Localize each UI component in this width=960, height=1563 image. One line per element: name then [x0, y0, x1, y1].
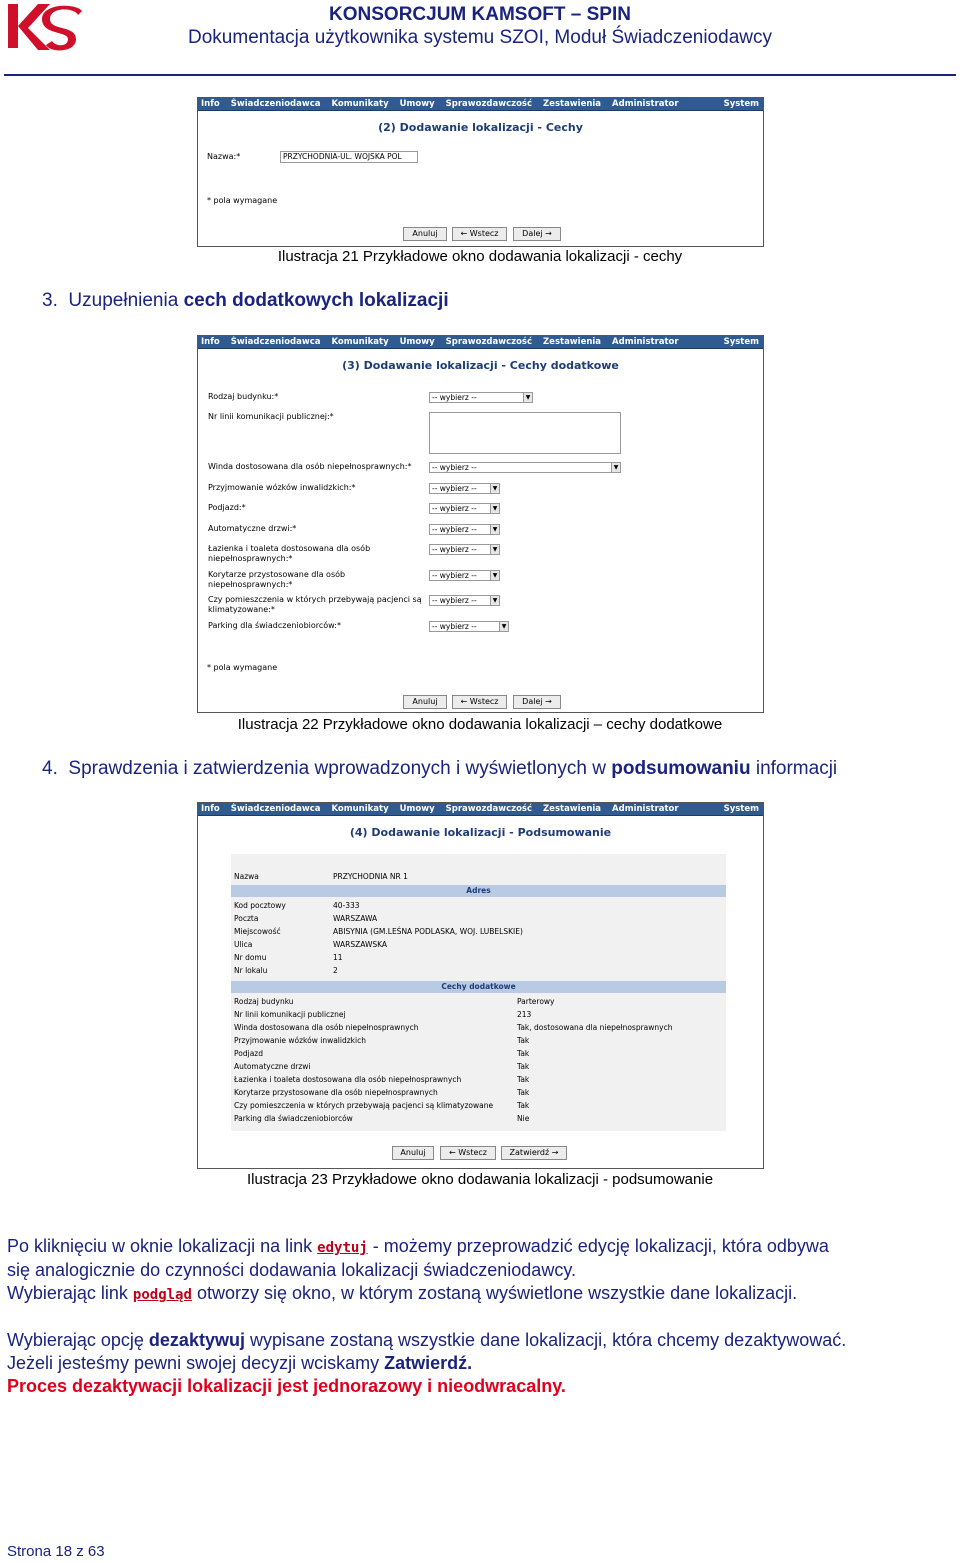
header-divider: [4, 74, 956, 76]
paragraph-confirm: [7, 1353, 472, 1374]
select-lazienka[interactable]: [429, 544, 500, 555]
table-row: [231, 1099, 726, 1112]
select-value: -- wybierz --: [432, 463, 477, 472]
select-value: -- wybierz --: [432, 571, 477, 580]
header-doc-title: Dokumentacja użytkownika systemu SZOI, Moduł Świadczeniodawcy: [188, 27, 772, 48]
menu-umowy[interactable]: Umowy: [399, 804, 435, 814]
screenshot-podsumowanie: [197, 802, 764, 1169]
menu-zestawienia[interactable]: Zestawienia: [543, 99, 602, 109]
field-label: Automatyczne drzwi:*: [208, 524, 297, 533]
row-key: Parking dla świadczeniobiorców: [234, 1114, 353, 1123]
section-4-heading: [42, 758, 837, 780]
menu-info[interactable]: Info: [201, 804, 220, 814]
text: wypisane zostaną wszystkie dane lokalizacji, która chcemy dezaktywować.: [249, 1330, 847, 1350]
table-row: [231, 912, 726, 925]
paragraph-preview: [7, 1283, 797, 1304]
bold-text: Zatwierdź.: [384, 1353, 473, 1373]
warning-text: Proces dezaktywacji lokalizacji jest jednorazowy i nieodwracalny.: [7, 1376, 566, 1396]
paragraph-edit-cont: się analogicznie do czynności dodawania lokalizacji świadczeniodawcy.: [7, 1260, 576, 1280]
row-key: Nr domu: [234, 953, 267, 962]
select-klimatyzacja[interactable]: [429, 595, 500, 606]
table-row: [231, 1073, 726, 1086]
menu-sprawozdawczosc[interactable]: Sprawozdawczość: [445, 99, 533, 109]
section-tail: informacji: [755, 758, 838, 779]
table-row: [231, 1047, 726, 1060]
select-drzwi[interactable]: [429, 524, 500, 535]
menu-komunikaty[interactable]: Komunikaty: [331, 337, 389, 347]
select-wozki[interactable]: [429, 483, 500, 494]
menu-info[interactable]: Info: [201, 337, 220, 347]
section-number: 4.: [42, 758, 58, 779]
section-bold: podsumowaniu: [611, 758, 751, 779]
select-korytarze[interactable]: [429, 570, 500, 581]
back-button[interactable]: ← Wstecz: [452, 695, 507, 709]
header-company: KONSORCJUM KAMSOFT – SPIN: [329, 4, 631, 25]
field-label: Podjazd:*: [208, 503, 246, 512]
menu-zestawienia[interactable]: Zestawienia: [543, 337, 602, 347]
field-label: Czy pomieszczenia w których przebywają pacjenci są klimatyzowane:*: [208, 595, 422, 614]
row-key: Poczta: [234, 914, 259, 923]
preview-link[interactable]: podgląd: [132, 1287, 192, 1303]
table-row: [231, 899, 726, 912]
text: Jeżeli jesteśmy pewni swojej decyzji wciskamy: [7, 1353, 380, 1373]
field-label: Przyjmowanie wózków inwalidzkich:*: [208, 483, 356, 492]
menu-bar: [198, 98, 763, 111]
row-key: Winda dostosowana dla osób niepełnosprawnych: [234, 1023, 419, 1032]
summary-table: [231, 854, 726, 1131]
row-value: WARSZAWSKA: [333, 940, 388, 949]
menu-system[interactable]: System: [723, 99, 759, 109]
row-key: Korytarze przystosowane dla osób niepełnosprawnych: [234, 1088, 438, 1097]
section-text: Uzupełnienia: [68, 290, 179, 311]
name-label: Nazwa:*: [207, 152, 241, 161]
text: - możemy przeprowadzić edycję lokalizacji, która odbywa: [372, 1236, 829, 1256]
field-label: Nr linii komunikacji publicznej:*: [208, 412, 334, 421]
field-label: Parking dla świadczeniobiorców:*: [208, 621, 341, 630]
bold-text: dezaktywuj: [148, 1330, 245, 1350]
chevron-down-icon: ▼: [490, 525, 499, 534]
row-value: Tak: [517, 1101, 530, 1110]
row-value: 213: [517, 1010, 532, 1019]
row-value: 2: [333, 966, 338, 975]
row-value: PRZYCHODNIA NR 1: [333, 872, 408, 881]
field-label: Winda dostosowana dla osób niepełnosprawnych:*: [208, 462, 412, 471]
menu-umowy[interactable]: Umowy: [399, 337, 435, 347]
table-row: [231, 964, 726, 977]
row-value: 40-333: [333, 901, 360, 910]
row-key: Nr linii komunikacji publicznej: [234, 1010, 346, 1019]
menu-komunikaty[interactable]: Komunikaty: [331, 99, 389, 109]
row-value: Tak: [517, 1088, 530, 1097]
select-winda[interactable]: [429, 462, 621, 473]
menu-system[interactable]: System: [723, 804, 759, 814]
table-row: [231, 995, 726, 1008]
select-podjazd[interactable]: [429, 503, 500, 514]
table-row: [231, 1008, 726, 1021]
row-key: Ulica: [234, 940, 253, 949]
row-key: Rodzaj budynku: [234, 997, 294, 1006]
section-3-heading: [42, 290, 449, 312]
menu-bar: [198, 803, 763, 816]
row-value: Tak: [517, 1036, 530, 1045]
caption-23: Ilustracja 23 Przykładowe okno dodawania lokalizacji - podsumowanie: [246, 1171, 714, 1188]
name-input[interactable]: PRZYCHODNIA-UL. WOJSKA POL: [280, 151, 418, 163]
text: Po kliknięciu w oknie lokalizacji na link: [7, 1236, 313, 1256]
row-key: Miejscowość: [234, 927, 281, 936]
menu-swiadczeniodawca[interactable]: Świadczeniodawca: [230, 337, 321, 347]
table-row: [231, 1021, 726, 1034]
cancel-button[interactable]: Anuluj: [392, 1146, 434, 1160]
field-label: Korytarze przystosowane dla osób niepełnosprawnych:*: [208, 570, 346, 589]
chevron-down-icon: ▼: [490, 484, 499, 493]
menu-zestawienia[interactable]: Zestawienia: [543, 804, 602, 814]
select-value: -- wybierz --: [432, 484, 477, 493]
row-value: ABISYNIA (GM.LEŚNA PODLASKA, WOJ. LUBELSKIE): [333, 927, 523, 936]
select-parking[interactable]: [429, 621, 509, 632]
screenshot-cechy: [197, 97, 764, 247]
section-text: Sprawdzenia i zatwierdzenia wprowadzonych i wyświetlonych w: [68, 758, 606, 779]
paragraph-deactivate: [7, 1330, 846, 1351]
cancel-button[interactable]: Anuluj: [403, 695, 447, 709]
required-note: * pola wymagane: [207, 196, 278, 205]
table-row: [231, 951, 726, 964]
menu-komunikaty[interactable]: Komunikaty: [331, 804, 389, 814]
select-value: -- wybierz --: [432, 504, 477, 513]
menu-administrator[interactable]: Administrator: [612, 804, 679, 814]
text: Wybierając link: [7, 1283, 128, 1303]
step-title: (2) Dodawanie lokalizacji - Cechy: [378, 121, 583, 134]
next-button[interactable]: Dalej →: [513, 695, 561, 709]
row-key: Podjazd: [234, 1049, 263, 1058]
menu-administrator[interactable]: Administrator: [612, 99, 679, 109]
menu-umowy[interactable]: Umowy: [399, 99, 435, 109]
textarea-nr-linii[interactable]: [429, 412, 621, 454]
cancel-button[interactable]: Anuluj: [403, 227, 447, 241]
row-value: Tak: [517, 1049, 530, 1058]
chevron-down-icon: ▼: [490, 571, 499, 580]
row-key: Przyjmowanie wózków inwalidzkich: [234, 1036, 366, 1045]
menu-bar: [198, 336, 763, 349]
table-row: [231, 938, 726, 951]
row-value: Tak, dostosowana dla niepełnosprawnych: [517, 1023, 673, 1032]
row-value: Tak: [517, 1062, 530, 1071]
chevron-down-icon: ▼: [499, 622, 508, 631]
row-key: Kod pocztowy: [234, 901, 286, 910]
select-value: -- wybierz --: [432, 596, 477, 605]
back-button[interactable]: ← Wstecz: [452, 227, 507, 241]
screenshot-cechy-dodatkowe: [197, 335, 764, 713]
row-key: Automatyczne drzwi: [234, 1062, 311, 1071]
page-number: Strona 18 z 63: [7, 1543, 105, 1560]
next-button[interactable]: Dalej →: [513, 227, 561, 241]
table-row: [231, 1086, 726, 1099]
section-bold: cech dodatkowych lokalizacji: [183, 290, 449, 311]
caption-22: Ilustracja 22 Przykładowe okno dodawania lokalizacji – cechy dodatkowe: [237, 716, 723, 733]
section-header-cechy: Cechy dodatkowe: [231, 981, 726, 993]
field-label: Łazienka i toaleta dostosowana dla osób niepełnosprawnych:*: [208, 544, 371, 563]
step-title: (3) Dodawanie lokalizacji - Cechy dodatkowe: [342, 359, 619, 372]
table-row: [231, 1060, 726, 1073]
row-value: 11: [333, 953, 343, 962]
table-row: [231, 870, 726, 883]
text: Wybierając opcję: [7, 1330, 144, 1350]
chevron-down-icon: ▼: [490, 504, 499, 513]
select-value: -- wybierz --: [432, 393, 477, 402]
table-row: [231, 925, 726, 938]
menu-info[interactable]: Info: [201, 99, 220, 109]
select-value: -- wybierz --: [432, 525, 477, 534]
caption-21: Ilustracja 21 Przykładowe okno dodawania lokalizacji - cechy: [277, 248, 683, 265]
row-key: Czy pomieszczenia w których przebywają pacjenci są klimatyzowane: [234, 1101, 494, 1110]
row-key: Łazienka i toaleta dostosowana dla osób niepełnosprawnych: [234, 1075, 462, 1084]
field-label: Rodzaj budynku:*: [208, 392, 279, 401]
menu-system[interactable]: System: [723, 337, 759, 347]
menu-administrator[interactable]: Administrator: [612, 337, 679, 347]
menu-swiadczeniodawca[interactable]: Świadczeniodawca: [230, 99, 321, 109]
select-value: -- wybierz --: [432, 545, 477, 554]
menu-sprawozdawczosc[interactable]: Sprawozdawczość: [445, 804, 533, 814]
table-row: [231, 1112, 726, 1125]
chevron-down-icon: ▼: [611, 463, 620, 472]
step-title: (4) Dodawanie lokalizacji - Podsumowanie: [349, 826, 612, 839]
select-rodzaj-budynku[interactable]: [429, 392, 533, 403]
table-row: [231, 1034, 726, 1047]
chevron-down-icon: ▼: [490, 545, 499, 554]
menu-sprawozdawczosc[interactable]: Sprawozdawczość: [445, 337, 533, 347]
row-value: WARSZAWA: [333, 914, 378, 923]
paragraph-edit: [7, 1236, 829, 1257]
row-value: Nie: [517, 1114, 530, 1123]
edit-link[interactable]: edytuj: [317, 1240, 368, 1256]
required-note: * pola wymagane: [207, 663, 278, 672]
chevron-down-icon: ▼: [523, 393, 532, 402]
row-value: Tak: [517, 1075, 530, 1084]
menu-swiadczeniodawca[interactable]: Świadczeniodawca: [230, 804, 321, 814]
text: otworzy się okno, w którym zostaną wyświetlone wszystkie dane lokalizacji.: [196, 1283, 798, 1303]
select-value: -- wybierz --: [432, 622, 477, 631]
back-button[interactable]: ← Wstecz: [440, 1146, 496, 1160]
row-value: Parterowy: [517, 997, 555, 1006]
section-number: 3.: [42, 290, 58, 311]
row-key: Nr lokalu: [234, 966, 268, 975]
confirm-button[interactable]: Zatwierdź →: [501, 1146, 567, 1160]
chevron-down-icon: ▼: [490, 596, 499, 605]
section-header-adres: Adres: [231, 885, 726, 897]
row-key: Nazwa: [234, 872, 259, 881]
